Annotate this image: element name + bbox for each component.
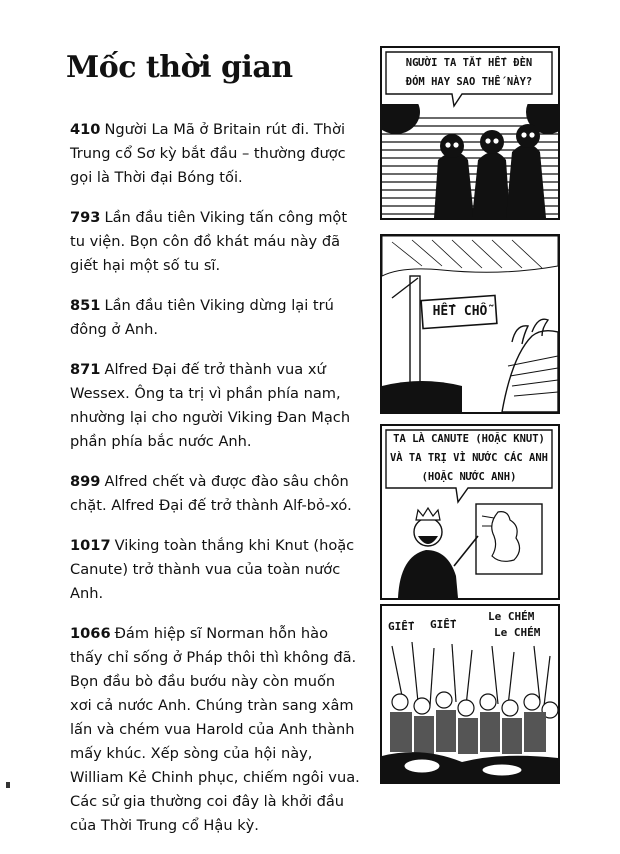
entry-text: Alfred chết và được đào sâu chôn chặt. Alfred Đại đế trở thành Alf-bỏ-xó.	[70, 473, 352, 514]
speech-line: NGƯỜI TA TẮT HẾT ĐÈN	[405, 57, 533, 69]
speech-bubble-darkness	[388, 54, 550, 92]
speech-line: ĐÓM HAY SAO THẾ NÀY?	[405, 76, 533, 88]
page-title: Mốc thời gian	[66, 50, 293, 85]
timeline-entry-851	[70, 294, 360, 342]
entry-text: Alfred Đại đế trở thành vua xứ Wessex. Ông ta trị vì phần phía nam, nhường lại cho người Viking Đan Mạch phần phía bắc nước Anh.	[70, 361, 351, 450]
battle-label-chop-1: Le CHÉM	[488, 610, 535, 623]
entry-text: Lần đầu tiên Viking tấn công một tu viện. Bọn côn đồ khát máu này đã giết hại một số tu sĩ.	[70, 209, 348, 274]
entry-text: Lần đầu tiên Viking dừng lại trú đông ở Anh.	[70, 297, 334, 338]
page-edge-mark	[6, 782, 10, 788]
entry-year: 899	[70, 473, 101, 490]
timeline-entry-793	[70, 206, 360, 278]
speech-bubble-canute	[388, 430, 550, 487]
entry-text: Viking toàn thắng khi Knut (hoặc Canute) trở thành vua của toàn nước Anh.	[70, 537, 355, 602]
entry-year: 1066	[70, 625, 111, 642]
comic-panel-canute	[380, 424, 560, 600]
speech-line: TA LÀ CANUTE (HOẶC KNUT)	[393, 433, 545, 445]
timeline-entry-899	[70, 470, 360, 518]
battle-label-kill-2: GIẾT	[430, 618, 457, 631]
entry-year: 871	[70, 361, 101, 378]
entry-year: 1017	[70, 537, 111, 554]
entry-text: Đám hiệp sĩ Norman hỗn hào thấy chỉ sống ở Pháp thôi thì không đã. Bọn đầu bò đầu bướu này còn muốn xơi cả nước Anh. Chúng tràn sang xâm lấn và chém vua Harold của Anh thành mấy khúc. Xếp sòng của hội này, William Kẻ Chinh phục, chiếm ngôi vua. Các sử gia thường coi đây là khởi đầu của Thời Trung cổ Hậu kỳ.	[70, 625, 360, 834]
speech-line: (HOẶC NƯỚC ANH)	[421, 471, 517, 483]
comic-panel-battle	[380, 604, 560, 784]
entry-year: 851	[70, 297, 101, 314]
no-room-sign: HẾT CHỖ	[432, 304, 488, 319]
comic-panel-darkness	[380, 46, 560, 220]
comic-panel-no-room	[380, 234, 560, 414]
battle-label-kill-1: GIẾT	[388, 620, 415, 633]
entry-year: 793	[70, 209, 101, 226]
timeline	[70, 118, 360, 854]
timeline-entry-1017	[70, 534, 360, 606]
battle-label-chop-2: Le CHÉM	[494, 626, 541, 639]
timeline-entry-1066	[70, 622, 360, 838]
timeline-entry-871	[70, 358, 360, 454]
viking-ships-illustration	[382, 236, 558, 412]
timeline-entry-410	[70, 118, 360, 190]
entry-year: 410	[70, 121, 101, 138]
speech-line: VÀ TA TRỊ VÌ NƯỚC CÁC ANH	[389, 452, 549, 464]
entry-text: Người La Mã ở Britain rút đi. Thời Trung cổ Sơ kỳ bắt đầu – thường được gọi là Thời đại Bóng tối.	[70, 121, 346, 186]
